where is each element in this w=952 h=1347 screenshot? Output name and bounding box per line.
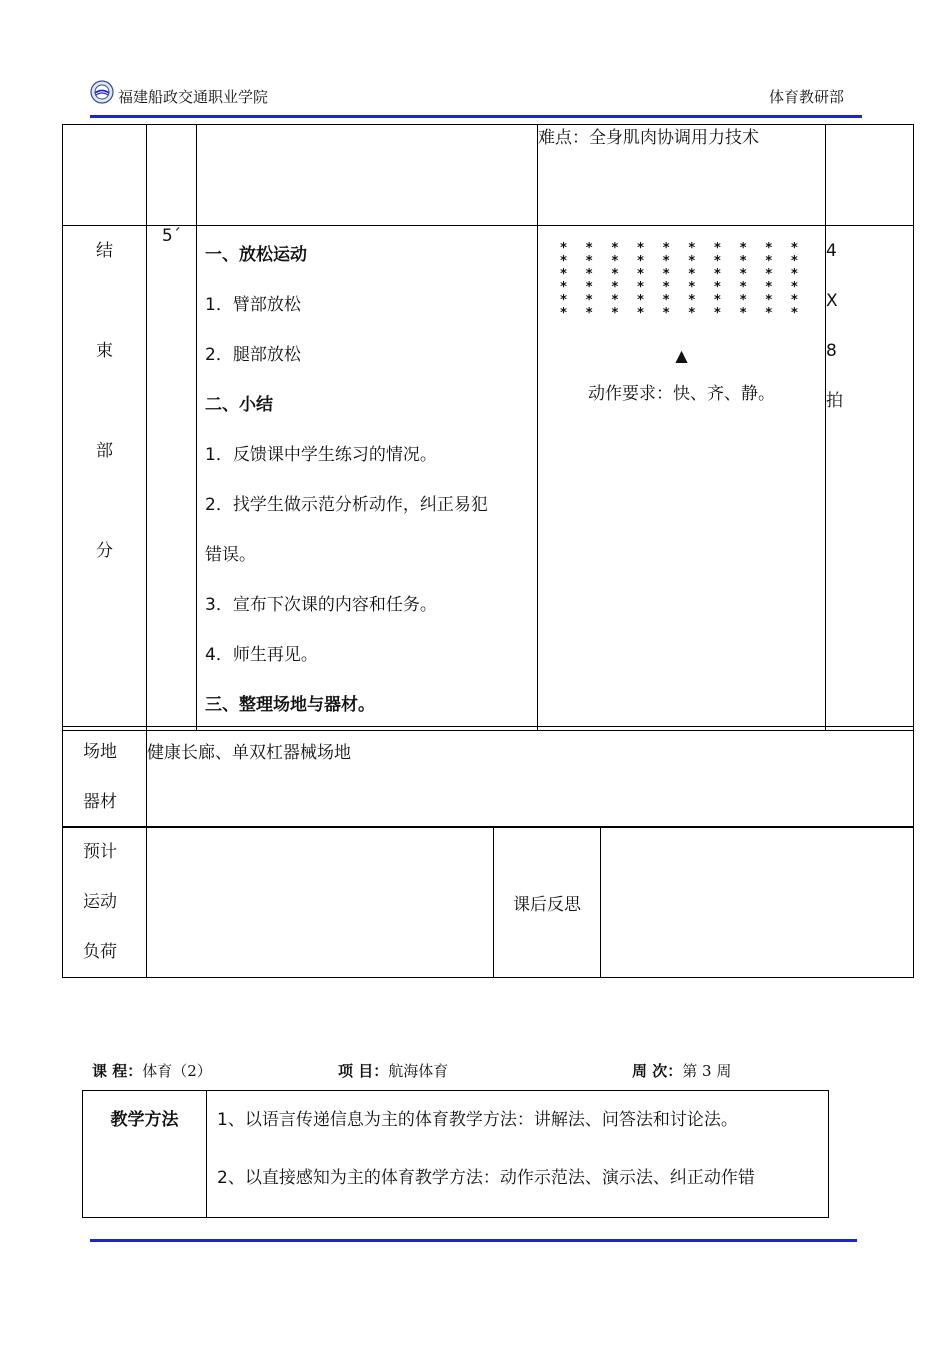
table-row-difficulty [63, 125, 914, 226]
table-row-venue [63, 727, 914, 828]
formation-row: * * * * * * * * * * [559, 306, 804, 321]
load-table [62, 826, 914, 978]
beats-char: 8 [826, 341, 837, 361]
load-label-cell [63, 827, 147, 978]
requirement-text: 动作要求：快、齐、静。 [588, 384, 775, 404]
content-heading: 一、放松运动 [205, 245, 307, 265]
formation-row: * * * * * * * * * * [559, 241, 804, 256]
formation-row: * * * * * * * * * * [559, 254, 804, 269]
venue-text: 健康长廊、单双杠器械场地 [147, 743, 351, 763]
venue-label-line: 器材 [83, 792, 117, 812]
beats-char: 拍 [826, 391, 843, 411]
beats-char: 4 [826, 241, 837, 261]
week-label: 周 次： [632, 1062, 683, 1080]
lesson-plan-table [62, 124, 914, 731]
project-value: 航海体育 [388, 1062, 449, 1080]
content-line: 2．腿部放松 [205, 345, 301, 365]
beats-cell [826, 226, 914, 731]
page-header [90, 78, 862, 114]
method-label: 教学方法 [110, 1110, 179, 1130]
course-info [92, 1060, 832, 1084]
content-line: 1．臂部放松 [205, 295, 301, 315]
reflection-value-cell [601, 827, 914, 978]
method-label-cell [83, 1091, 207, 1218]
empty-cell [63, 125, 147, 226]
load-label-line: 负荷 [83, 942, 117, 962]
section-char: 部 [96, 441, 113, 461]
content-heading: 二、小结 [205, 395, 273, 415]
table-row-load [63, 827, 914, 978]
department-name: 体育教研部 [768, 88, 844, 106]
formation-row: * * * * * * * * * * [559, 293, 804, 308]
content-line: 4．师生再见。 [205, 645, 318, 665]
method-content-cell [207, 1091, 829, 1218]
content-heading: 三、整理场地与器材。 [205, 695, 375, 715]
school-logo-icon [90, 80, 114, 104]
method-line: 2、以直接感知为主的体育教学方法：动作示范法、演示法、纠正动作错 [217, 1168, 755, 1188]
load-label-line: 预计 [83, 842, 117, 862]
section-char: 束 [96, 341, 113, 361]
content-line: 1．反馈课中学生练习的情况。 [205, 445, 437, 465]
content-line: 错误。 [205, 545, 256, 565]
student-formation [538, 226, 825, 320]
reflection-label-cell [494, 827, 601, 978]
empty-cell [197, 125, 538, 226]
footer-divider [90, 1239, 857, 1242]
formation-row: * * * * * * * * * * [559, 267, 804, 282]
difficulty-cell [538, 125, 826, 226]
section-char: 分 [96, 541, 113, 561]
venue-table [62, 726, 914, 828]
load-value-cell [147, 827, 494, 978]
difficulty-text: 难点：全身肌肉协调用力技术 [538, 128, 759, 148]
reflection-label: 课后反思 [513, 894, 581, 915]
content-line: 3．宣布下次课的内容和任务。 [205, 595, 437, 615]
empty-cell [826, 125, 914, 226]
course-value: 体育（2） [142, 1062, 212, 1080]
content-line: 2．找学生做示范分析动作，纠正易犯 [205, 495, 488, 515]
time-cell [147, 226, 197, 731]
teacher-triangle-icon: ▲ [675, 346, 688, 365]
table-row-ending [63, 226, 914, 731]
venue-label-line: 场地 [83, 742, 117, 762]
venue-label-cell [63, 727, 147, 828]
venue-cell [147, 727, 914, 828]
time-value: 5´ [161, 226, 182, 246]
project-label: 项 目： [338, 1062, 389, 1080]
table-row-method [83, 1091, 829, 1218]
method-line: 1、以语言传递信息为主的体育教学方法：讲解法、问答法和讨论法。 [217, 1110, 738, 1130]
section-name-cell [63, 226, 147, 731]
week-value: 第 3 周 [682, 1062, 732, 1080]
school-name: 福建船政交通职业学院 [118, 88, 269, 106]
formation-cell [538, 226, 826, 731]
formation-row: * * * * * * * * * * [559, 280, 804, 295]
course-label: 课 程： [92, 1062, 143, 1080]
load-label-line: 运动 [83, 892, 117, 912]
content-cell [197, 226, 538, 731]
teaching-method-table [82, 1090, 829, 1218]
empty-cell [147, 125, 197, 226]
section-char: 结 [96, 241, 113, 261]
header-divider [90, 115, 862, 118]
beats-char: X [826, 291, 838, 311]
